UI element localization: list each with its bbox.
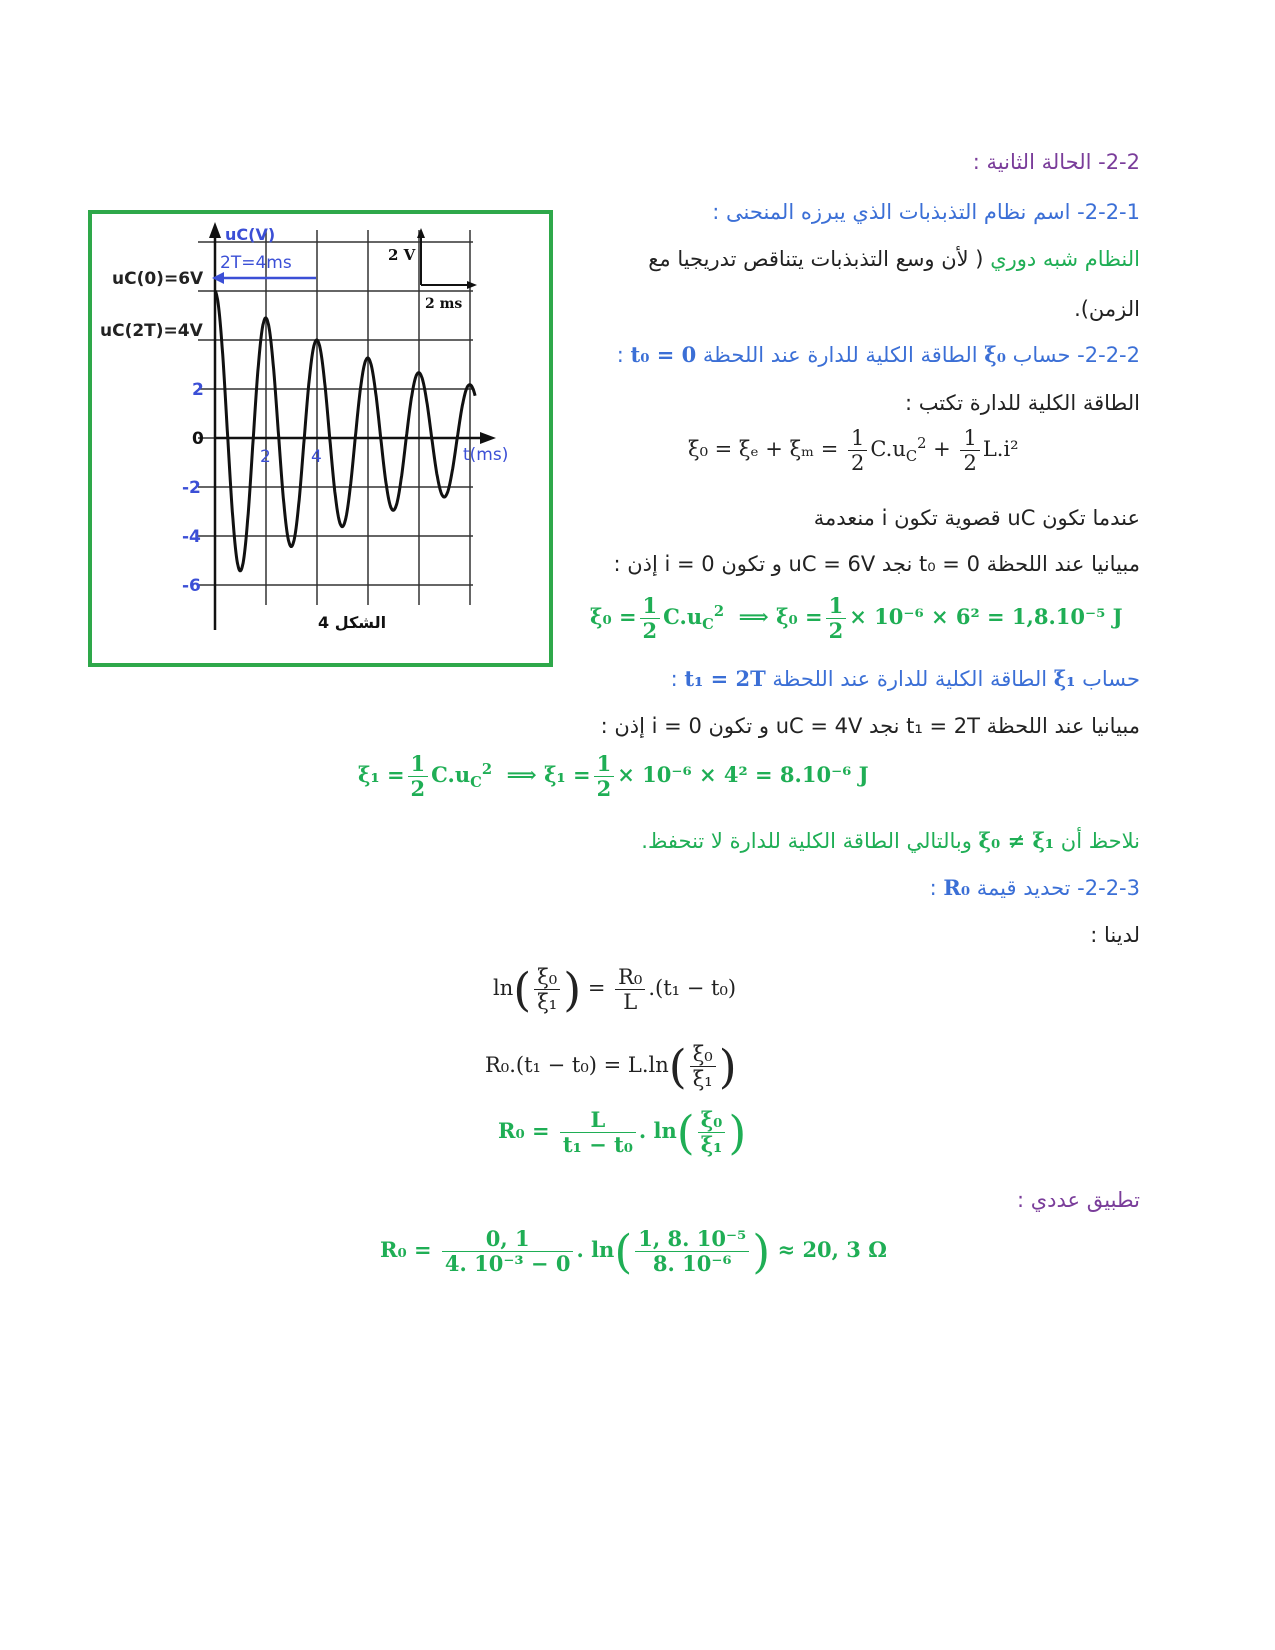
question-1-heading: 2-2-1- اسم نظام التذبذبات الذي يبرزه المنحنى : <box>712 200 1140 224</box>
period-label: 2T=4ms <box>220 253 292 273</box>
q3-text-a: حساب <box>1075 667 1140 691</box>
eq1-cu: C.u <box>870 437 906 461</box>
eq1-frac-num: 1 <box>848 426 867 451</box>
eq7-in-num: 1, 8. 10⁻⁵ <box>635 1227 749 1252</box>
section-heading: 2-2- الحالة الثانية : <box>972 150 1140 174</box>
time-axis-label: t(ms) <box>463 445 509 465</box>
scale-voltage-label: 2 V <box>388 246 416 264</box>
eq4-ln: ln <box>493 976 514 1000</box>
we-have-line: لدينا : <box>1090 923 1140 947</box>
eq3-a: ξ₁ = <box>358 762 405 787</box>
q2-symbol-t0: t₀ = 0 <box>630 342 697 367</box>
conclusion-a: نلاحظ أن <box>1054 829 1140 853</box>
q2-text-a: 2-2-2- حساب <box>1005 343 1140 367</box>
conclusion-symbol: ξ₀ ≠ ξ₁ <box>978 828 1055 853</box>
r0-numeric: R₀ = $\frac{0, 1}{\text{4. 10⁻³ − 0}}$ . ln( $\frac{\text{1, 8. 10⁻⁵}}{\text{8. 10⁻⁶}}$ ) ≈ 20, 3 Ω <box>380 1224 887 1279</box>
energy-intro: الطاقة الكلية للدارة تكتب : <box>904 391 1140 415</box>
label-uc2t: uC(2T)=4V <box>100 321 203 341</box>
eq2-d: × 10⁻⁶ × 6² = 1,8.10⁻⁵ J <box>849 604 1123 629</box>
q3-symbol-t1: t₁ = 2T <box>684 666 766 691</box>
oscillation-graph-figure <box>88 210 553 667</box>
xi0-calculation: ξ₀ = $\frac{1}{2}$ $C.u_C^2$ ⟹ ξ₀ = $\frac{1}{2}$ × 10⁻⁶ × 6² = 1,8.10⁻⁵ J <box>590 593 1123 643</box>
conclusion-line <box>641 826 1140 856</box>
eq4-r-num: R₀ <box>615 965 645 990</box>
question-xi1-heading <box>671 664 1140 694</box>
q4-symbol: R₀ <box>943 875 971 900</box>
eq1-left: ξ₀ = ξₑ + ξₘ = <box>688 437 839 461</box>
question-3-heading <box>930 873 1140 903</box>
eq2-b: C.u <box>663 604 703 629</box>
label-uc0: uC(0)=6V <box>112 269 204 289</box>
eq3-d: × 10⁻⁶ × 4² = 8.10⁻⁶ J <box>617 762 869 787</box>
y-tick-label: -6 <box>182 576 201 596</box>
eq3-c: ⟹ ξ₁ = <box>506 762 591 787</box>
y-tick-label: -2 <box>182 478 201 498</box>
rearranged-equation: R₀.(t₁ − t₀) = L.ln( $\frac{\text{ξ₀}}{\text{ξ₁}}$ ) <box>485 1039 737 1094</box>
eq4-num: ξ₀ <box>534 965 560 990</box>
max-condition-line: عندما تكون uC قصوية تكون i منعدمة <box>813 506 1140 530</box>
graph-reading-t0: مبيانيا عند اللحظة t₀ = 0 نجد uC = 6V و تكون i = 0 إذن : <box>613 552 1140 576</box>
numeric-application-heading: تطبيق عددي : <box>1016 1188 1140 1212</box>
q3-text-b: الطاقة الكلية للدارة عند اللحظة <box>765 667 1054 691</box>
y-tick-label: 0 <box>192 429 204 449</box>
y-tick-label: -4 <box>182 527 201 547</box>
q2-symbol-xi0: ξ₀ <box>984 342 1006 367</box>
eq3-b: C.u <box>431 762 471 787</box>
eq5-head: R₀.(t₁ − t₀) = L.ln <box>485 1053 669 1077</box>
figure-caption: الشكل 4 <box>318 613 387 632</box>
q3-colon: : <box>670 667 685 691</box>
q4-text: 2-2-3- تحديد قيمة <box>970 876 1140 900</box>
q4-colon: : <box>929 876 944 900</box>
graph-reading-2t: مبيانيا عند اللحظة t₁ = 2T نجد uC = 4V و تكون i = 0 إذن : <box>600 714 1140 738</box>
conclusion-b: وبالتالي الطاقة الكلية للدارة لا تنحفظ. <box>641 829 979 853</box>
voltage-axis-label: uC(V) <box>225 225 276 244</box>
eq7-den: 4. 10⁻³ − 0 <box>444 1251 571 1276</box>
question-2-heading <box>617 340 1140 370</box>
answer-1-line-2: الزمن). <box>1074 297 1140 321</box>
log-decrement-equation: ln( $\frac{\text{ξ₀}}{\text{ξ₁}}$ ) = $\frac{\text{R₀}}{L}$ .(t₁ − t₀) <box>493 962 737 1017</box>
q3-symbol-xi1: ξ₁ <box>1053 666 1076 691</box>
answer-reason: ( لأن وسع التذبذبات يتناقص تدريجيا مع <box>648 247 991 271</box>
eq6-num: L <box>560 1108 636 1133</box>
q2-colon: : <box>616 343 631 367</box>
eq1-plus: + <box>926 437 951 461</box>
y-tick-label: 2 <box>192 380 204 400</box>
eq2-c: ⟹ ξ₀ = <box>738 604 823 629</box>
x-tick-label: 4 <box>311 447 322 467</box>
eq4-r-den: L <box>623 990 638 1014</box>
eq1-li: L.i² <box>982 437 1019 461</box>
scale-time-label: 2 ms <box>425 296 463 312</box>
eq2-a: ξ₀ = <box>590 604 637 629</box>
eq7-num: 0, 1 <box>442 1227 574 1252</box>
total-energy-equation: ξ₀ = ξₑ + ξₘ = $\frac{1}{2}$ $C.u_C^2$ + $\frac{1}{2}$ L.i² <box>688 426 1019 475</box>
eq6-ln: . ln <box>638 1118 677 1143</box>
q2-text-b: الطاقة الكلية للدارة عند اللحظة <box>696 343 985 367</box>
x-tick-label: 2 <box>260 447 271 467</box>
answer-1-line <box>648 244 1140 274</box>
eq7-result: ≈ 20, 3 Ω <box>777 1237 887 1262</box>
eq7-in-den: 8. 10⁻⁶ <box>652 1251 732 1276</box>
eq4-den: ξ₁ <box>537 990 558 1014</box>
eq6-den: t₁ − t₀ <box>562 1132 633 1157</box>
answer-regime: النظام شبه دوري <box>990 247 1140 271</box>
eq1-frac-den: 2 <box>850 451 865 475</box>
eq7-ln: . ln <box>576 1237 615 1262</box>
xi1-calculation: ξ₁ = $\frac{1}{2}$ $C.u_C^2$ ⟹ ξ₁ = $\frac{1}{2}$ × 10⁻⁶ × 4² = 8.10⁻⁶ J <box>358 751 869 801</box>
eq7-head: R₀ = <box>380 1237 432 1262</box>
r0-formula: R₀ = $\frac{L}{\text{t₁ − t₀}}$ . ln( $\frac{\text{ξ₀}}{\text{ξ₁}}$ ) <box>498 1105 747 1160</box>
eq4-tail: .(t₁ − t₀) <box>648 976 737 1000</box>
eq6-head: R₀ = <box>498 1118 550 1143</box>
